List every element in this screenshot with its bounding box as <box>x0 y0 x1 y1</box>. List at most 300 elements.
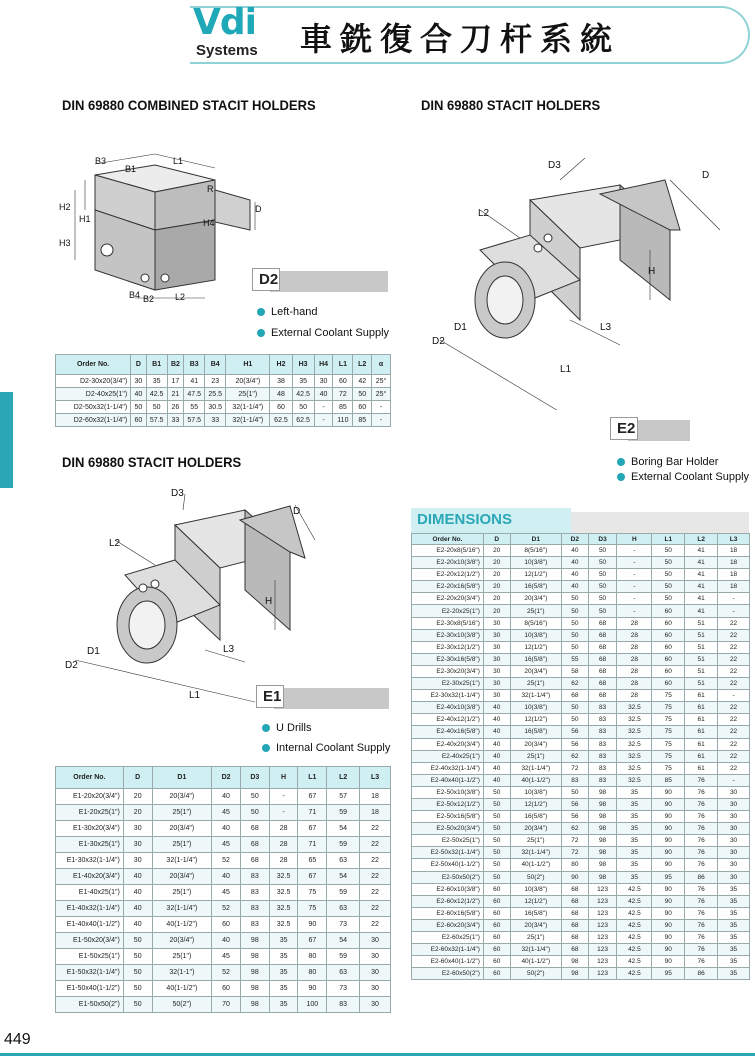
order-number-cell: E2-30x10(3/8") <box>412 629 484 641</box>
table-row <box>412 702 750 714</box>
table-cell: 40(1-1/2") <box>510 859 561 871</box>
order-number-cell: E2-40x10(3/8") <box>412 702 484 714</box>
table-cell: 42.5 <box>617 932 652 944</box>
table-cell: 35 <box>269 965 298 981</box>
table-cell: 75 <box>652 750 685 762</box>
order-number-cell: E2-30x20(3/4") <box>412 665 484 677</box>
table-cell: 33 <box>167 414 184 427</box>
table-cell: 17 <box>167 375 184 388</box>
table-cell: 42.5 <box>617 956 652 968</box>
table-cell: - <box>269 805 298 821</box>
table-cell: 58 <box>561 665 588 677</box>
table-cell: 22 <box>360 885 391 901</box>
d2-label-b4: B4 <box>129 290 141 300</box>
table-cell: 123 <box>588 919 617 931</box>
order-number-cell: E2-40x16(5/8") <box>412 726 484 738</box>
table-cell: 50 <box>588 569 617 581</box>
table-cell: 30 <box>483 653 510 665</box>
table-cell: 63 <box>327 853 360 869</box>
table-cell: 86 <box>685 871 718 883</box>
table-cell: 30 <box>718 835 750 847</box>
table-cell: 98 <box>588 811 617 823</box>
table-cell: 21 <box>167 388 184 401</box>
table-cell: 90 <box>652 798 685 810</box>
table-cell: 35 <box>617 835 652 847</box>
order-number-cell: E1-50x50(2") <box>56 997 124 1013</box>
order-number-cell: E2-60x10(3/8") <box>412 883 484 895</box>
e2-drawing <box>420 150 750 410</box>
table-cell: 32(1-1/4") <box>510 944 561 956</box>
table-cell: 68 <box>588 629 617 641</box>
table-cell: 32(1-1/4") <box>152 901 212 917</box>
table-cell: 98 <box>561 956 588 968</box>
order-number-cell: E1-20x20(3/4") <box>56 789 124 805</box>
table-cell: 83 <box>240 885 269 901</box>
table-row <box>56 853 391 869</box>
table-cell: 22 <box>718 750 750 762</box>
table-cell: 35 <box>718 919 750 931</box>
table-cell: 61 <box>685 738 718 750</box>
order-number-cell: E2-30x12(1/2") <box>412 641 484 653</box>
table-cell: 18 <box>718 545 750 557</box>
table-cell: 68 <box>561 883 588 895</box>
table-cell: 60 <box>483 932 510 944</box>
table-cell: 35 <box>617 786 652 798</box>
table-row <box>56 388 391 401</box>
column-header: H3 <box>292 355 314 375</box>
table-cell: 16(5/8") <box>510 811 561 823</box>
table-cell: 41 <box>685 545 718 557</box>
table-cell: 32.5 <box>269 901 298 917</box>
table-cell: 62 <box>561 750 588 762</box>
table-cell: 30 <box>718 859 750 871</box>
table-cell: 50 <box>292 401 314 414</box>
table-cell: 60 <box>131 414 146 427</box>
e1-label-d: D <box>293 506 301 517</box>
table-cell: 35 <box>269 933 298 949</box>
table-cell: 25(1") <box>152 837 212 853</box>
table-cell: 20 <box>483 545 510 557</box>
dimensions-header-shade <box>571 512 749 533</box>
table-cell: 35 <box>617 847 652 859</box>
table-cell: 76 <box>685 919 718 931</box>
table-cell: 60 <box>483 968 510 980</box>
table-cell: 98 <box>561 968 588 980</box>
order-number-cell: E2-40x12(1/2") <box>412 714 484 726</box>
table-cell: 62.5 <box>270 414 292 427</box>
table-cell: 32(1-1/4") <box>226 401 270 414</box>
table-cell: 40 <box>483 714 510 726</box>
column-header: H <box>269 767 298 789</box>
table-header-row <box>56 767 391 789</box>
table-cell: 50 <box>561 617 588 629</box>
table-cell: 61 <box>685 714 718 726</box>
table-cell: 51 <box>685 678 718 690</box>
section-title-d2: DIN 69880 COMBINED STACIT HOLDERS <box>62 97 316 113</box>
order-number-cell: E2-50x50(2") <box>412 871 484 883</box>
table-row <box>412 629 750 641</box>
order-number-cell: D2-60x32(1-1/4") <box>56 414 131 427</box>
table-row <box>412 653 750 665</box>
table-cell: 50 <box>561 786 588 798</box>
table-cell: 41 <box>685 593 718 605</box>
table-cell: 90 <box>652 919 685 931</box>
table-cell: 123 <box>588 883 617 895</box>
table-cell: 16(5/8") <box>510 581 561 593</box>
table-cell: 41 <box>685 581 718 593</box>
column-header: L3 <box>718 534 750 545</box>
table-row <box>412 895 750 907</box>
order-number-cell: E1-30x25(1") <box>56 837 124 853</box>
table-cell: 40 <box>483 762 510 774</box>
table-cell: 41 <box>685 557 718 569</box>
table-cell: 68 <box>588 678 617 690</box>
table-cell: 20 <box>483 593 510 605</box>
table-cell: 18 <box>718 557 750 569</box>
column-header: Order No. <box>56 355 131 375</box>
table-cell: - <box>314 414 333 427</box>
table-row <box>412 835 750 847</box>
table-cell: 20(3/4") <box>510 665 561 677</box>
table-cell: 40 <box>123 885 152 901</box>
table-cell: 57.5 <box>184 414 205 427</box>
table-cell: 56 <box>561 726 588 738</box>
table-cell: 20 <box>483 557 510 569</box>
table-row <box>412 593 750 605</box>
table-cell: 22 <box>718 678 750 690</box>
table-cell: 60 <box>483 883 510 895</box>
table-cell: 18 <box>718 581 750 593</box>
table-cell: 12(1/2") <box>510 641 561 653</box>
table-cell: 51 <box>685 617 718 629</box>
e1-label: E1 <box>256 685 284 708</box>
e1-label-h: H <box>265 596 273 607</box>
table-cell: 90 <box>652 932 685 944</box>
table-cell: 32.5 <box>617 750 652 762</box>
column-header: H2 <box>270 355 292 375</box>
table-cell: 123 <box>588 907 617 919</box>
table-cell: 90 <box>652 847 685 859</box>
table-cell: 98 <box>588 823 617 835</box>
table-cell: 54 <box>327 821 360 837</box>
column-header: D <box>483 534 510 545</box>
table-cell: 40 <box>561 545 588 557</box>
table-cell: 76 <box>685 944 718 956</box>
e2-label-d3: D3 <box>548 160 561 171</box>
table-cell: 83 <box>240 901 269 917</box>
table-cell: 32(1-1/4") <box>510 762 561 774</box>
table-cell: 50 <box>240 789 269 805</box>
table-cell: 28 <box>617 629 652 641</box>
table-cell: 20 <box>483 569 510 581</box>
table-cell: 55 <box>561 653 588 665</box>
table-cell: 76 <box>685 798 718 810</box>
table-cell: 83 <box>588 738 617 750</box>
table-cell: 60 <box>652 641 685 653</box>
table-cell: 123 <box>588 895 617 907</box>
table-cell: - <box>269 789 298 805</box>
table-cell: 50 <box>123 997 152 1013</box>
table-cell: 32(1-1") <box>152 965 212 981</box>
table-cell: 52 <box>212 901 241 917</box>
table-cell: - <box>718 593 750 605</box>
table-cell: 98 <box>240 933 269 949</box>
table-cell: 60 <box>483 907 510 919</box>
e1-label-l3: L3 <box>223 644 235 655</box>
table-cell: 76 <box>685 774 718 786</box>
table-cell: - <box>617 593 652 605</box>
order-number-cell: E2-30x16(5/8") <box>412 653 484 665</box>
order-number-cell: E1-40x25(1") <box>56 885 124 901</box>
table-cell: 60 <box>652 617 685 629</box>
table-cell: 50 <box>483 798 510 810</box>
table-cell: 30 <box>718 811 750 823</box>
table-row <box>412 678 750 690</box>
table-cell: 55 <box>184 401 205 414</box>
table-cell: - <box>718 690 750 702</box>
table-cell: 42.5 <box>617 883 652 895</box>
table-cell: 40 <box>483 774 510 786</box>
table-cell: 48 <box>270 388 292 401</box>
d2-label-h3: H3 <box>59 238 71 248</box>
table-cell: 54 <box>327 869 360 885</box>
table-row <box>412 798 750 810</box>
table-cell: 56 <box>561 798 588 810</box>
e2-label-l1: L1 <box>560 364 572 375</box>
table-cell: 63 <box>327 965 360 981</box>
table-cell: 123 <box>588 944 617 956</box>
table-cell: 123 <box>588 968 617 980</box>
table-cell: 50 <box>561 702 588 714</box>
table-cell: 85 <box>333 401 353 414</box>
column-header: D2 <box>561 534 588 545</box>
table-cell: 57 <box>327 789 360 805</box>
order-number-cell: E1-40x20(3/4") <box>56 869 124 885</box>
table-cell: 75 <box>652 726 685 738</box>
table-cell: 68 <box>588 641 617 653</box>
table-cell: 35 <box>718 956 750 968</box>
table-cell: 8(5/16") <box>510 617 561 629</box>
column-header: D1 <box>152 767 212 789</box>
order-number-cell: E2-40x40(1-1/2") <box>412 774 484 786</box>
table-cell: 76 <box>685 823 718 835</box>
e1-feature-2: Internal Coolant Supply <box>262 742 390 754</box>
e1-table <box>55 766 391 1013</box>
table-row <box>56 789 391 805</box>
table-cell: 22 <box>718 738 750 750</box>
table-cell: 52 <box>212 965 241 981</box>
table-cell: 40 <box>212 869 241 885</box>
e2-label-l3: L3 <box>600 322 612 333</box>
order-number-cell: E2-20x16(5/8") <box>412 581 484 593</box>
table-cell: 40 <box>314 388 333 401</box>
table-cell: 50 <box>131 401 146 414</box>
table-cell: 28 <box>617 641 652 653</box>
table-cell: 60 <box>353 401 372 414</box>
table-cell: 30 <box>123 853 152 869</box>
table-cell: 98 <box>588 847 617 859</box>
table-cell: 83 <box>240 917 269 933</box>
table-cell: 85 <box>353 414 372 427</box>
table-cell: 50 <box>588 593 617 605</box>
order-number-cell: E2-60x25(1") <box>412 932 484 944</box>
table-row <box>412 932 750 944</box>
table-cell: 22 <box>718 762 750 774</box>
d2-label-d: D <box>255 204 262 214</box>
table-cell: 22 <box>360 901 391 917</box>
table-cell: 76 <box>685 956 718 968</box>
table-cell: 32(1-1/4") <box>152 853 212 869</box>
e2-label: E2 <box>610 417 638 440</box>
table-cell: 32.5 <box>269 917 298 933</box>
side-accent-bar <box>0 392 13 488</box>
table-row <box>412 726 750 738</box>
order-number-cell: E2-60x50(2") <box>412 968 484 980</box>
table-cell: 30 <box>360 997 391 1013</box>
table-cell: - <box>372 414 391 427</box>
e1-feature-1: U Drills <box>262 722 311 734</box>
table-cell: 83 <box>588 774 617 786</box>
table-row <box>56 933 391 949</box>
column-header: D1 <box>510 534 561 545</box>
column-header: L2 <box>685 534 718 545</box>
table-cell: 18 <box>718 569 750 581</box>
table-row <box>412 859 750 871</box>
column-header: Order No. <box>412 534 484 545</box>
column-header: L3 <box>360 767 391 789</box>
table-cell: 73 <box>327 981 360 997</box>
table-cell: 35 <box>269 949 298 965</box>
table-cell: 50 <box>588 557 617 569</box>
table-cell: 75 <box>298 885 327 901</box>
table-cell: 61 <box>685 750 718 762</box>
dimensions-title: DIMENSIONS <box>411 508 571 533</box>
table-cell: 32.5 <box>617 774 652 786</box>
table-cell: 98 <box>240 981 269 997</box>
table-cell: 25(1") <box>510 678 561 690</box>
table-cell: 90 <box>298 917 327 933</box>
d2-label-b1: B1 <box>125 164 137 174</box>
table-cell: 75 <box>652 702 685 714</box>
table-row <box>412 956 750 968</box>
table-cell: 50 <box>588 605 617 617</box>
column-header: H1 <box>226 355 270 375</box>
table-cell: 90 <box>652 835 685 847</box>
column-header: Order No. <box>56 767 124 789</box>
table-cell: 30 <box>483 617 510 629</box>
table-cell: 8(5/16") <box>510 545 561 557</box>
table-cell: 32.5 <box>617 702 652 714</box>
table-cell: 20(3/4") <box>152 789 212 805</box>
table-cell: - <box>617 557 652 569</box>
e1-label-shade <box>274 688 389 709</box>
table-row <box>412 847 750 859</box>
table-cell: 35 <box>269 981 298 997</box>
table-cell: 50 <box>652 545 685 557</box>
table-cell: 50 <box>483 811 510 823</box>
table-cell: 68 <box>561 895 588 907</box>
column-header: H4 <box>314 355 333 375</box>
table-header-row <box>412 534 750 545</box>
table-cell: 50 <box>123 965 152 981</box>
table-cell: 25.5 <box>205 388 226 401</box>
table-cell: 12(1/2") <box>510 569 561 581</box>
order-number-cell: E2-60x32(1-1/4") <box>412 944 484 956</box>
table-cell: 76 <box>685 835 718 847</box>
table-cell: 41 <box>685 569 718 581</box>
table-cell: 45 <box>212 837 241 853</box>
table-cell: 90 <box>652 944 685 956</box>
table-cell: 30 <box>483 629 510 641</box>
table-cell: 90 <box>652 895 685 907</box>
table-cell: 25(1") <box>510 932 561 944</box>
table-row <box>412 569 750 581</box>
column-header: L2 <box>353 355 372 375</box>
table-cell: 22 <box>718 726 750 738</box>
table-cell: - <box>617 545 652 557</box>
table-cell: 75 <box>652 738 685 750</box>
table-row <box>56 885 391 901</box>
order-number-cell: E2-40x32(1-1/4") <box>412 762 484 774</box>
table-cell: 16(5/8") <box>510 907 561 919</box>
table-cell: 25(1") <box>152 885 212 901</box>
table-cell: 68 <box>561 919 588 931</box>
table-cell: 32(1-1/4") <box>510 690 561 702</box>
table-cell: 50 <box>483 871 510 883</box>
table-cell: 61 <box>685 726 718 738</box>
table-cell: 50 <box>483 835 510 847</box>
table-cell: 30 <box>360 933 391 949</box>
table-cell: 20 <box>123 789 152 805</box>
table-cell: 50 <box>652 593 685 605</box>
table-cell: 40 <box>212 821 241 837</box>
table-cell: 60 <box>652 629 685 641</box>
table-cell: - <box>617 605 652 617</box>
table-cell: 50 <box>561 629 588 641</box>
table-cell: 28 <box>617 617 652 629</box>
table-row <box>412 811 750 823</box>
table-cell: 50 <box>652 557 685 569</box>
table-cell: 35 <box>269 997 298 1013</box>
table-cell: 12(1/2") <box>510 895 561 907</box>
table-cell: 68 <box>561 932 588 944</box>
table-cell: 123 <box>588 932 617 944</box>
column-header: L1 <box>333 355 353 375</box>
e1-drawing <box>55 480 365 705</box>
table-cell: 40 <box>212 933 241 949</box>
table-row <box>412 557 750 569</box>
table-cell: 65 <box>298 853 327 869</box>
table-cell: 30 <box>718 847 750 859</box>
table-cell: 54 <box>327 933 360 949</box>
table-row <box>412 774 750 786</box>
table-cell: 50 <box>561 714 588 726</box>
table-cell: 41 <box>685 605 718 617</box>
table-row <box>412 907 750 919</box>
table-cell: 12(1/2") <box>510 714 561 726</box>
table-cell: 68 <box>588 665 617 677</box>
order-number-cell: E2-50x40(1-1/2") <box>412 859 484 871</box>
table-row <box>412 641 750 653</box>
table-cell: 50 <box>561 641 588 653</box>
table-cell: 68 <box>588 653 617 665</box>
table-cell: 50 <box>483 786 510 798</box>
table-cell: 38 <box>270 375 292 388</box>
table-cell: 80 <box>561 859 588 871</box>
table-cell: 25(1") <box>510 750 561 762</box>
e1-label-l2: L2 <box>109 538 121 549</box>
table-row <box>412 762 750 774</box>
